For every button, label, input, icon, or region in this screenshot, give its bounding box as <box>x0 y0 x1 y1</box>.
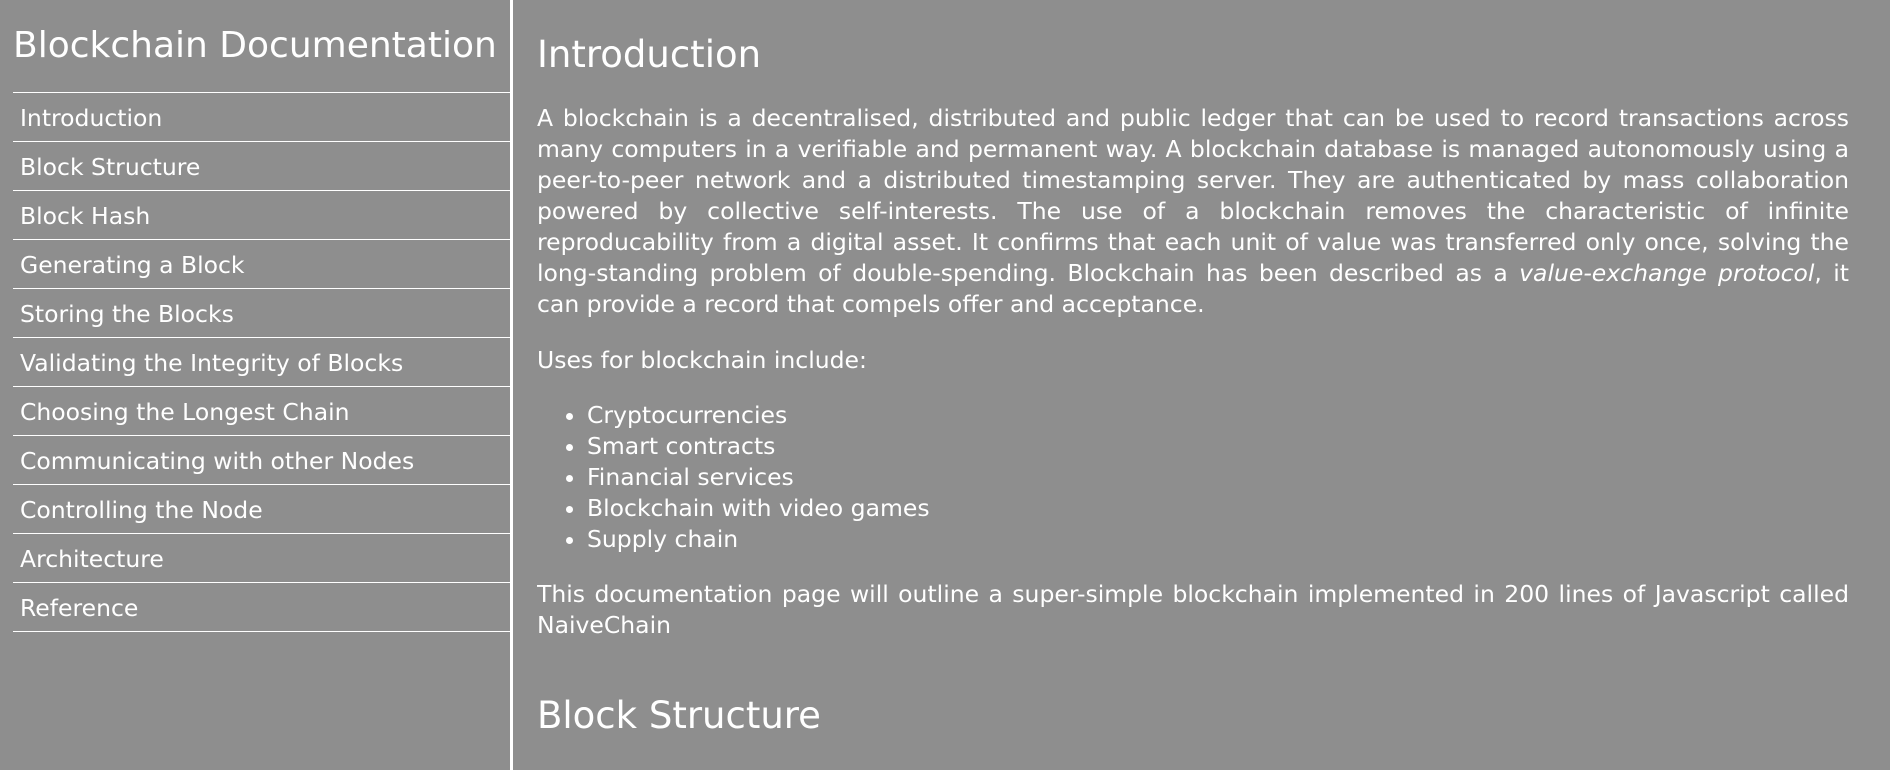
intro-paragraph <box>537 103 1849 320</box>
sidebar-nav <box>0 0 513 770</box>
nav-link-generating-a-block[interactable]: Generating a Block <box>20 251 245 279</box>
nav-list-item <box>13 338 510 387</box>
nav-link-block-structure[interactable]: Block Structure <box>20 153 201 181</box>
uses-list-item: • Supply chain <box>587 524 1849 555</box>
nav-list <box>13 92 510 632</box>
nav-link-controlling-node[interactable]: Controlling the Node <box>20 496 263 524</box>
uses-list <box>537 400 1849 555</box>
nav-list-item <box>13 534 510 583</box>
section-introduction <box>537 32 1849 641</box>
uses-list-item: • Blockchain with video games <box>587 493 1849 524</box>
nav-link-communicating[interactable]: Communicating with other Nodes <box>20 447 415 475</box>
nav-list-item <box>13 191 510 240</box>
nav-list-item <box>13 289 510 338</box>
section-block-structure <box>537 693 1849 739</box>
section-title-block-structure: Block Structure <box>537 694 821 737</box>
nav-link-architecture[interactable]: Architecture <box>20 545 164 573</box>
nav-link-longest-chain[interactable]: Choosing the Longest Chain <box>20 398 350 426</box>
nav-link-reference[interactable]: Reference <box>20 594 139 622</box>
nav-list-item <box>13 240 510 289</box>
uses-list-item: • Cryptocurrencies <box>587 400 1849 431</box>
main-doc <box>537 0 1849 770</box>
nav-list-item <box>13 387 510 436</box>
nav-title: Blockchain Documentation <box>13 25 497 66</box>
nav-list-item <box>13 583 510 632</box>
outline-paragraph: This documentation page will outline a super-simple blockchain implemented in 200 lines of Javascript called NaiveChain <box>537 580 1849 639</box>
intro-emphasis: value-exchange protocol <box>1519 259 1815 287</box>
intro-paragraph-text: A blockchain is a decentralised, distributed and public ledger that can be used to record transactions across many computers in a verifiable and permanent way. A blockchain database is managed autonomously using a peer-to-peer network and a distributed timestamping server. They are authenticated by mass collaboration powered by collective self-interests. The use of a blockchain removes the characteristic of infinite reproducability from a digital asset. It confirms that each unit of value was transferred only once, solving the long-standing problem of double-spending. Blockchain has been described as a <box>537 104 1849 287</box>
uses-list-item: • Financial services <box>587 462 1849 493</box>
nav-list-item <box>13 93 510 142</box>
nav-link-storing-the-blocks[interactable]: Storing the Blocks <box>20 300 234 328</box>
nav-link-validating-integrity[interactable]: Validating the Integrity of Blocks <box>20 349 404 377</box>
uses-list-item: • Smart contracts <box>587 431 1849 462</box>
nav-list-item <box>13 142 510 191</box>
nav-link-introduction[interactable]: Introduction <box>20 104 163 132</box>
intro-paragraph-text-end: , it can provide a record that compels offer and acceptance. <box>537 259 1849 318</box>
nav-list-item <box>13 485 510 534</box>
nav-list-item <box>13 436 510 485</box>
nav-link-block-hash[interactable]: Block Hash <box>20 202 151 230</box>
uses-heading: Uses for blockchain include: <box>537 346 867 374</box>
section-title-introduction: Introduction <box>537 33 762 76</box>
